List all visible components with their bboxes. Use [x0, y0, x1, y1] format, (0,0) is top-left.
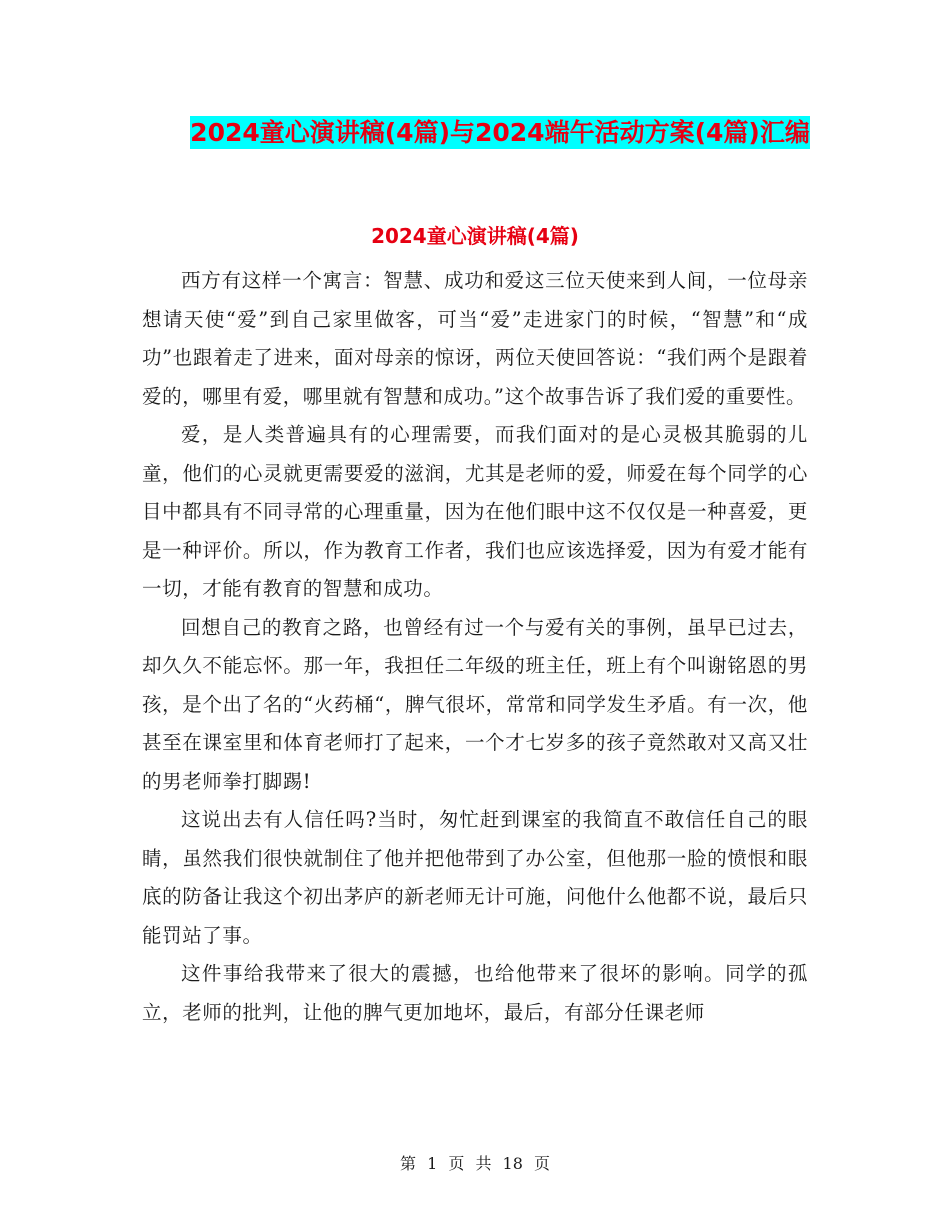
- document-title: [190, 108, 810, 158]
- paragraph: 这件事给我带来了很大的震撼，也给他带来了很坏的影响。同学的孤立，老师的批判，让他的脾气更加地坏，最后，有部分任课老师: [142, 962, 808, 1024]
- paragraph: 回想自己的教育之路，也曾经有过一个与爱有关的事例，虽早已过去，却久久不能忘怀。那一年，我担任二年级的班主任，班上有个叫谢铭恩的男孩，是个出了名的“火药桶“，脾气很坏，常常和同学发生矛盾。有一次，他甚至在课室里和体育老师打了起来，一个才七岁多的孩子竟然敢对又高又壮的男老师拳打脚踢!: [142, 615, 808, 793]
- paragraph: 这说出去有人信任吗?当时，匆忙赶到课室的我简直不敢信任自己的眼睛，虽然我们很快就制住了他并把他带到了办公室，但他那一脸的愤恨和眼底的防备让我这个初出茅庐的新老师无计可施，问他什么他都不说，最后只能罚站了事。: [142, 808, 808, 947]
- body-text: [142, 262, 808, 1032]
- section-title: 2024童心演讲稿(4篇): [371, 224, 579, 248]
- paragraph: 西方有这样一个寓言：智慧、成功和爱这三位天使来到人间，一位母亲想请天使“爱”到自己家里做客，可当“爱”走进家门的时候，“智慧”和“成功”也跟着走了进来，面对母亲的惊讶，两位天使回答说：“我们两个是跟着爱的，哪里有爱，哪里就有智慧和成功。”这个故事告诉了我们爱的重要性。: [142, 269, 808, 408]
- document-title-text: 2024童心演讲稿(4篇)与2024端午活动方案(4篇)汇编: [190, 118, 810, 147]
- page-footer: 第 1 页 共 18 页: [400, 1154, 550, 1173]
- paragraph: 爱，是人类普遍具有的心理需要，而我们面对的是心灵极其脆弱的儿童，他们的心灵就更需要爱的滋润，尤其是老师的爱，师爱在每个同学的心目中都具有不同寻常的心理重量，因为在他们眼中这不仅仅是一种喜爱，更是一种评价。所以，作为教育工作者，我们也应该选择爱，因为有爱才能有一切，才能有教育的智慧和成功。: [142, 423, 808, 600]
